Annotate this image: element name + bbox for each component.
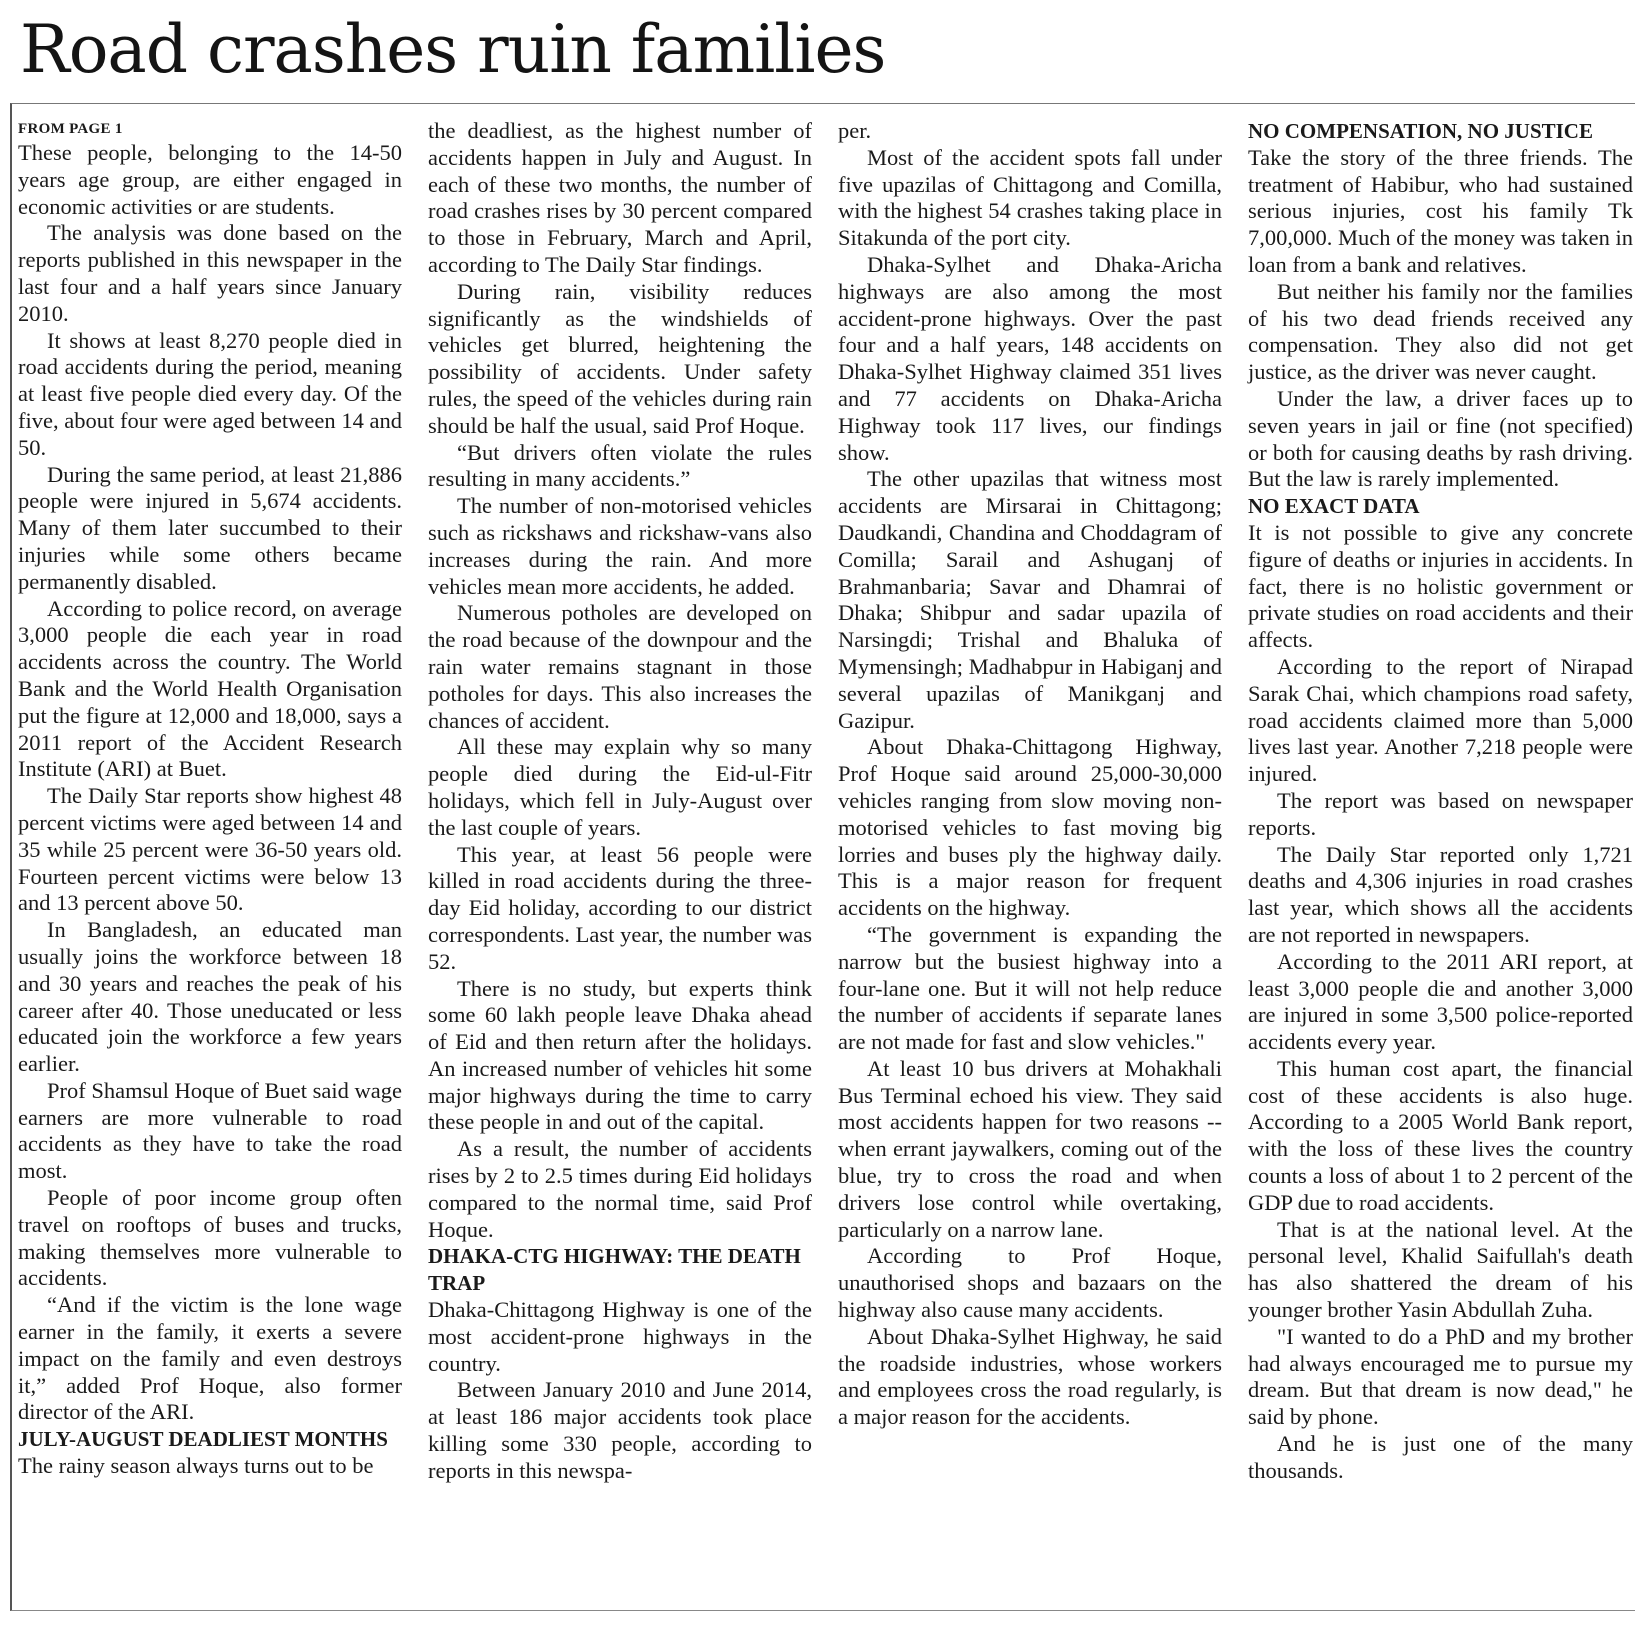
article-paragraph: All these may explain why so many people died during the Eid-ul-Fitr holidays, which fell in July-August over the last couple of years. xyxy=(428,734,812,840)
article-column-1 xyxy=(18,118,402,1480)
article-paragraph: According to the 2011 ARI report, at least 3,000 people die and another 3,000 are injured in some 3,500 police-reported accidents every year. xyxy=(1248,948,1633,1055)
page-jump-kicker: FROM PAGE 1 xyxy=(18,121,123,137)
article-paragraph: This year, at least 56 people were killed in road accidents during the three-day Eid holiday, according to our district correspondents. Last year, the number was 52. xyxy=(428,841,812,974)
article-paragraph: the deadliest, as the highest number of accidents happen in July and August. In each of these two months, the number of road crashes rises by 30 percent compared to those in February, March and April, according to The Daily Star findings. xyxy=(428,118,812,277)
article-paragraph: Numerous potholes are developed on the road because of the downpour and the rain water remains stagnant in those potholes for days. This also increases the chances of accident. xyxy=(428,600,812,733)
article-paragraph: In Bangladesh, an educated man usually joins the workforce between 18 and 30 years and reaches the peak of his career after 40. Those uneducated or less educated join the workforce a few years earlier. xyxy=(18,917,402,1077)
article-paragraph: According to Prof Hoque, unauthorised shops and bazaars on the highway also cause many accidents. xyxy=(838,1243,1222,1323)
article-paragraph: According to the report of Nirapad Sarak Chai, which champions road safety, road accidents claimed more than 5,000 lives last year. Another 7,218 people were injured. xyxy=(1248,653,1633,787)
article-paragraph: “The government is expanding the narrow but the busiest highway into a four-lane one. But it will not help reduce the number of accidents if separate lanes are not made for fast and slow vehicles." xyxy=(838,921,1222,1055)
article-paragraph: During rain, visibility reduces significantly as the windshields of vehicles get blurred, heightening the possibility of accidents. Under safety rules, the speed of the vehicles during rain should be half the usual, said Prof Hoque. xyxy=(428,278,812,438)
article-paragraph: The rainy season always turns out to be xyxy=(18,1453,374,1479)
article-paragraph: About Dhaka-Sylhet Highway, he said the roadside industries, whose workers and employees cross the road regularly, is a major reason for the accidents. xyxy=(838,1323,1222,1430)
article-paragraph: Dhaka-Chittagong Highway is one of the most accident-prone highways in the country. xyxy=(428,1297,812,1376)
section-subhead: DHAKA-CTG HIGHWAY: THE DEATH TRAP xyxy=(428,1244,801,1296)
article-paragraph: Take the story of the three friends. The treatment of Habibur, who had sustained serious injuries, cost his family Tk 7,00,000. Much of the money was taken in loan from a bank and relatives. xyxy=(1248,144,1633,277)
article-column-4 xyxy=(1248,118,1633,1485)
article-paragraph: As a result, the number of accidents rises by 2 to 2.5 times during Eid holidays compared to the normal time, said Prof Hoque. xyxy=(428,1136,812,1242)
article-paragraph: At least 10 bus drivers at Mohakhali Bus Terminal echoed his view. They said most accidents happen for two reasons -- when errant jaywalkers, coming out of the blue, try to cross the road and when drivers lose control while overtaking, particularly on a narrow lane. xyxy=(838,1055,1222,1242)
article-paragraph: During the same period, at least 21,886 people were injured in 5,674 accidents. Many of them later succumbed to their injuries while some others became permanently disabled. xyxy=(18,461,402,594)
article-paragraph: “And if the victim is the lone wage earner in the family, it exerts a severe impact on the family and even destroys it,” added Prof Hoque, also former director of the ARI. xyxy=(18,1292,402,1425)
article-paragraph: Most of the accident spots fall under five upazilas of Chittagong and Comilla, with the highest 54 crashes taking place in Sitakunda of the port city. xyxy=(838,144,1222,251)
article-paragraph: But neither his family nor the families of his two dead friends received any compensation. They also did not get justice, as the driver was never caught. xyxy=(1248,278,1633,385)
article-paragraph: It is not possible to give any concrete figure of deaths or injuries in accidents. In fact, there is no holistic government or private studies on road accidents and their affects. xyxy=(1248,519,1633,653)
article-paragraph: "I wanted to do a PhD and my brother had always encouraged me to pursue my dream. But that dream is now dead," he said by phone. xyxy=(1248,1323,1633,1430)
article-paragraph: This human cost apart, the financial cost of these accidents is also huge. According to a 2005 World Bank report, with the loss of these lives the country counts a loss of about 1 to 2 percent of the GDP due to road accidents. xyxy=(1248,1055,1633,1215)
article-paragraph: About Dhaka-Chittagong Highway, Prof Hoque said around 25,000-30,000 vehicles ranging from slow moving non-motorised vehicles to fast moving big lorries and buses ply the highway daily. This is a major reason for frequent accidents on the highway. xyxy=(838,734,1222,921)
article-paragraph: Between January 2010 and June 2014, at least 186 major accidents took place killing some 330 people, according to reports in this newspa- xyxy=(428,1377,812,1483)
article-paragraph: Dhaka-Sylhet and Dhaka-Aricha highways are also among the most accident-prone highways. Over the past four and a half years, 148 accidents on Dhaka-Sylhet Highway claimed 351 lives and 77 accidents on Dhaka-Aricha Highway took 117 lives, our findings show. xyxy=(838,251,1222,465)
article-paragraph: per. xyxy=(838,118,872,143)
article-paragraph: The analysis was done based on the reports published in this newspaper in the last four and a half years since January 2010. xyxy=(18,220,402,326)
article-paragraph: Under the law, a driver faces up to seven years in jail or fine (not specified) or both for causing deaths by rash driving. But the law is rarely implemented. xyxy=(1248,385,1633,492)
section-subhead: JULY-AUGUST DEADLIEST MONTHS xyxy=(18,1427,388,1452)
article-paragraph: “But drivers often violate the rules resulting in many accidents.” xyxy=(428,439,812,492)
article-paragraph: The Daily Star reports show highest 48 percent victims were aged between 14 and 35 while 25 percent were 36-50 years old. Fourteen percent victims were below 13 and 13 percent above 50. xyxy=(18,783,402,916)
article-paragraph: These people, belonging to the 14-50 years age group, are either engaged in economic activities or are students. xyxy=(18,140,402,219)
article-paragraph: The number of non-motorised vehicles such as rickshaws and rickshaw-vans also increases during the rain. And more vehicles mean more accidents, he added. xyxy=(428,493,812,599)
article-paragraph: Prof Shamsul Hoque of Buet said wage earners are more vulnerable to road accidents as they have to take the road most. xyxy=(18,1077,402,1184)
article-paragraph: The Daily Star reported only 1,721 deaths and 4,306 injuries in road crashes last year, which shows all the accidents are not reported in newspapers. xyxy=(1248,841,1633,947)
article-column-3 xyxy=(838,118,1222,1431)
article-paragraph: And he is just one of the many thousands. xyxy=(1248,1431,1633,1483)
article-paragraph: According to police record, on average 3,000 people die each year in road accidents across the country. The World Bank and the World Health Organisation put the figure at 12,000 and 18,000, says a 2011 report of the Accident Research Institute (ARI) at Buet. xyxy=(18,595,402,782)
article-paragraph: The report was based on newspaper reports. xyxy=(1248,787,1633,840)
article-paragraph: People of poor income group often travel on rooftops of buses and trucks, making themselves more vulnerable to accidents. xyxy=(18,1185,402,1291)
article-paragraph: There is no study, but experts think some 60 lakh people leave Dhaka ahead of Eid and then return after the holidays. An increased number of vehicles hit some major highways during the time to carry these people in and out of the capital. xyxy=(428,975,812,1135)
headline: Road crashes ruin families xyxy=(20,11,886,88)
article-paragraph: The other upazilas that witness most accidents are Mirsarai in Chittagong; Daudkandi, Chandina and Choddagram of Comilla; Sarail and Ashuganj of Brahmanbaria; Savar and Dhamrai of Dhaka; Shibpur and sadar upazila of Narsingdi; Trishal and Bhaluka of Mymensingh; Madhabpur in Habiganj and several upazilas of Manikganj and Gazipur. xyxy=(838,466,1222,733)
article-column-2 xyxy=(428,118,812,1485)
section-subhead: NO EXACT DATA xyxy=(1248,494,1420,519)
article-paragraph: It shows at least 8,270 people died in road accidents during the period, meaning at least five people died every day. Of the five, about four were aged between 14 and 50. xyxy=(18,327,402,460)
section-subhead: NO COMPENSATION, NO JUSTICE xyxy=(1248,119,1593,143)
article-paragraph: That is at the national level. At the personal level, Khalid Saifullah's death has also shattered the dream of his younger brother Yasin Abdullah Zuha. xyxy=(1248,1216,1633,1323)
